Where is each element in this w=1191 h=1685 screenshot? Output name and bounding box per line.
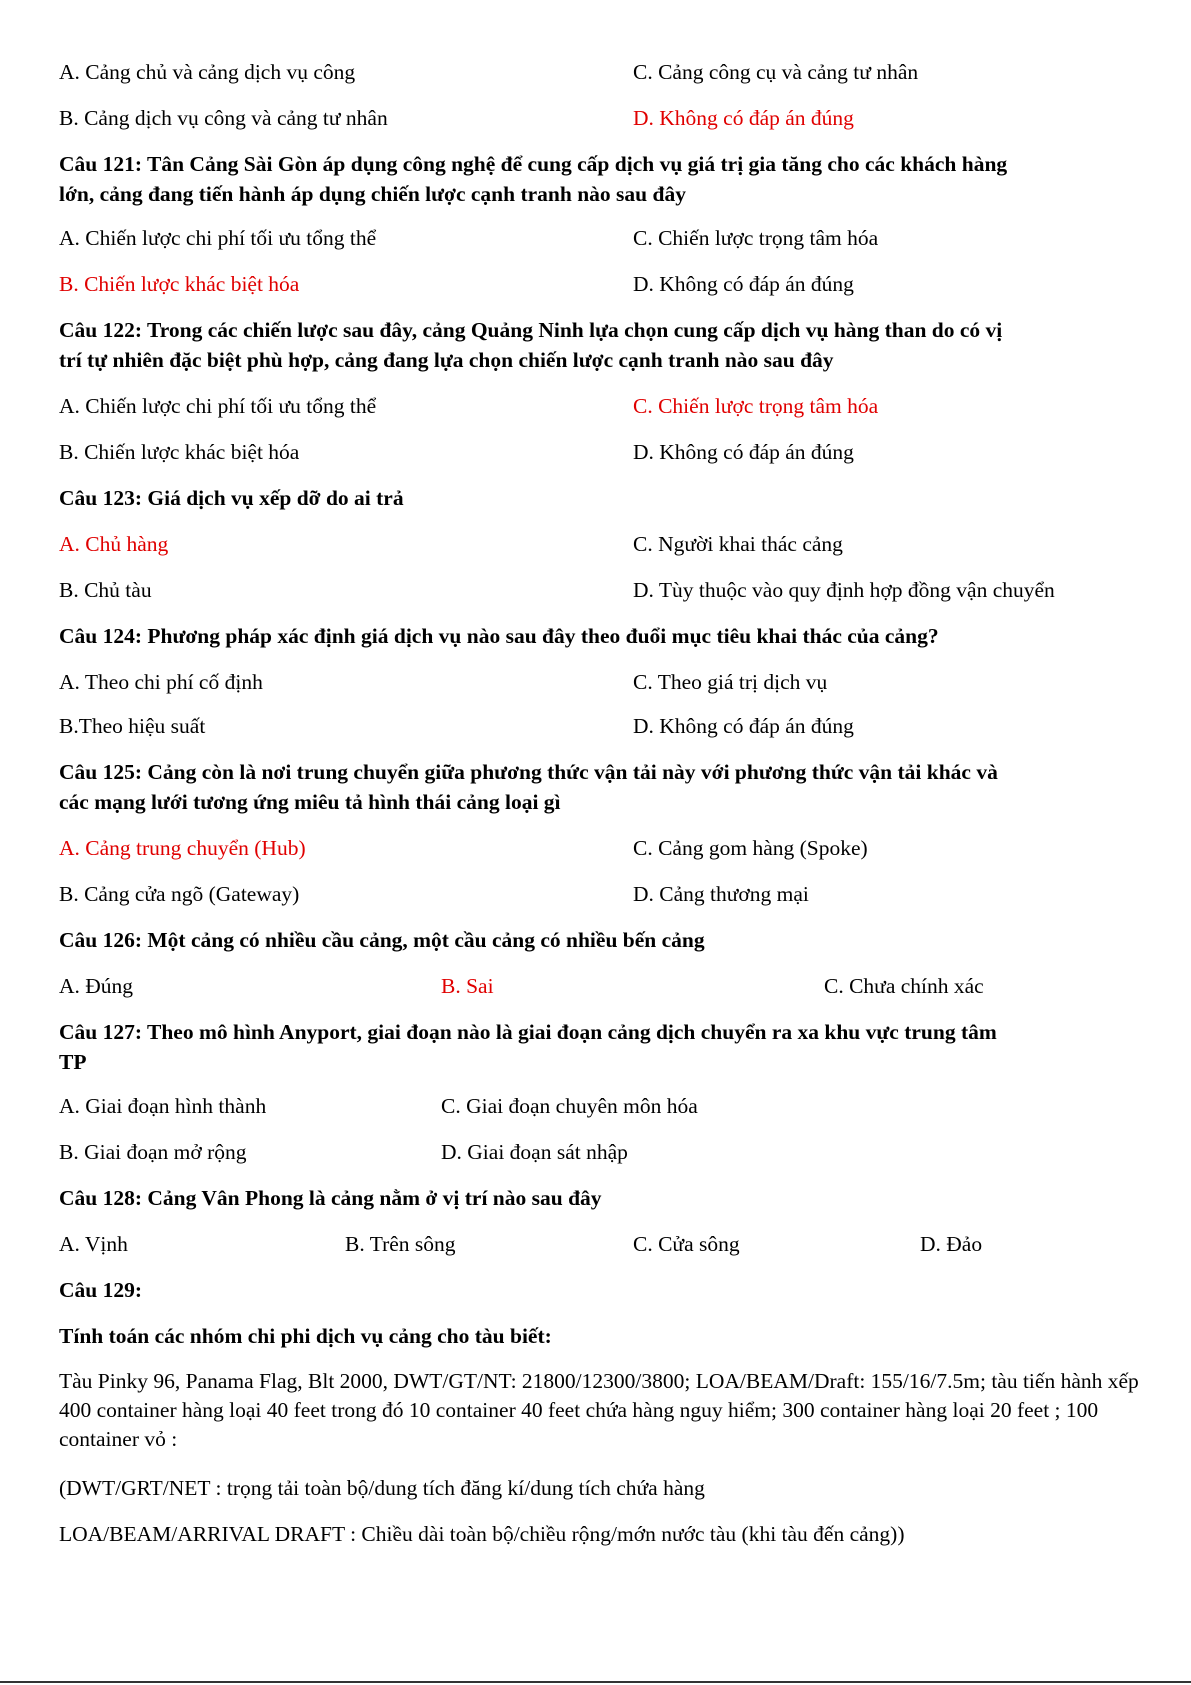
q124-option-b: B.Theo hiệu suất (59, 714, 206, 738)
q121-option-a: A. Chiến lược chi phí tối ưu tổng thể (59, 226, 377, 250)
q125-option-c: C. Cảng gom hàng (Spoke) (633, 836, 868, 860)
q120-option-b: B. Cảng dịch vụ công và cảng tư nhân (59, 106, 388, 130)
q123-title: Câu 123: Giá dịch vụ xếp dỡ do ai trả (59, 486, 404, 510)
q122-option-a: A. Chiến lược chi phí tối ưu tổng thể (59, 394, 377, 418)
q128-option-a: A. Vịnh (59, 1232, 128, 1256)
q126-option-b-correct: B. Sai (441, 974, 494, 998)
q125-option-d: D. Cảng thương mại (633, 882, 809, 906)
q123-option-c: C. Người khai thác cảng (633, 532, 843, 556)
q125-title-line1: Câu 125: Cảng còn là nơi trung chuyển giữa phương thức vận tải này với phương thức vận tải khác và (59, 760, 998, 784)
q127-option-d: D. Giai đoạn sát nhập (441, 1140, 628, 1164)
q128-option-b: B. Trên sông (345, 1232, 456, 1256)
page-bottom-rule (0, 1681, 1191, 1683)
q126-option-c: C. Chưa chính xác (824, 974, 984, 998)
q126-title: Câu 126: Một cảng có nhiều cầu cảng, một cầu cảng có nhiều bến cảng (59, 928, 705, 952)
q120-option-d-correct: D. Không có đáp án đúng (633, 106, 854, 130)
q129-subtitle: Tính toán các nhóm chi phi dịch vụ cảng cho tàu biết: (59, 1324, 552, 1348)
q123-option-a-correct: A. Chủ hàng (59, 532, 169, 556)
q122-option-c-correct: C. Chiến lược trọng tâm hóa (633, 394, 879, 418)
q124-title: Câu 124: Phương pháp xác định giá dịch vụ nào sau đây theo đuổi mục tiêu khai thác của cảng? (59, 624, 939, 648)
q129-title: Câu 129: (59, 1278, 143, 1302)
q127-option-a: A. Giai đoạn hình thành (59, 1094, 267, 1118)
q129-note-dwt: (DWT/GRT/NET : trọng tải toàn bộ/dung tích đăng kí/dung tích chứa hàng (59, 1476, 705, 1500)
q128-option-d: D. Đảo (920, 1232, 983, 1256)
q129-note-loa: LOA/BEAM/ARRIVAL DRAFT : Chiều dài toàn bộ/chiều rộng/mớn nước tàu (khi tàu đến cảng)) (59, 1522, 905, 1546)
q125-option-a-correct: A. Cảng trung chuyển (Hub) (59, 836, 306, 860)
q122-title-line2: trí tự nhiên đặc biệt phù hợp, cảng đang lựa chọn chiến lược cạnh tranh nào sau đây (59, 348, 834, 372)
q121-option-b-correct: B. Chiến lược khác biệt hóa (59, 272, 300, 296)
q123-option-d: D. Tùy thuộc vào quy định hợp đồng vận chuyển (633, 578, 1055, 602)
q124-option-d: D. Không có đáp án đúng (633, 714, 854, 738)
q125-option-b: B. Cảng cửa ngõ (Gateway) (59, 882, 300, 906)
q128-title: Câu 128: Cảng Vân Phong là cảng nằm ở vị trí nào sau đây (59, 1186, 602, 1210)
q127-title-line1: Câu 127: Theo mô hình Anyport, giai đoạn nào là giai đoạn cảng dịch chuyển ra xa khu vực trung tâm (59, 1020, 997, 1044)
q122-option-b: B. Chiến lược khác biệt hóa (59, 440, 300, 464)
q124-option-a: A. Theo chi phí cố định (59, 670, 263, 694)
q121-title-line2: lớn, cảng đang tiến hành áp dụng chiến lược cạnh tranh nào sau đây (59, 182, 686, 206)
q123-option-b: B. Chủ tàu (59, 578, 152, 602)
q128-option-c: C. Cửa sông (633, 1232, 740, 1256)
q121-option-d: D. Không có đáp án đúng (633, 272, 854, 296)
q121-option-c: C. Chiến lược trọng tâm hóa (633, 226, 879, 250)
q120-option-a: A. Cảng chủ và cảng dịch vụ công (59, 60, 356, 84)
q129-body-paragraph: Tàu Pinky 96, Panama Flag, Blt 2000, DWT/GT/NT: 21800/12300/3800; LOA/BEAM/Draft: 155/16/7.5m; tàu tiến hành xếp 400 container hàng loại 40 feet trong đó 10 container 40 feet chứa hàng nguy hiểm; 300 container hàng loại 20 feet ; 100 container vỏ : (59, 1369, 1139, 1451)
q127-option-c: C. Giai đoạn chuyên môn hóa (441, 1094, 698, 1118)
q122-option-d: D. Không có đáp án đúng (633, 440, 854, 464)
q125-title-line2: các mạng lưới tương ứng miêu tả hình thái cảng loại gì (59, 790, 561, 814)
q127-option-b: B. Giai đoạn mở rộng (59, 1140, 247, 1164)
q120-option-c: C. Cảng công cụ và cảng tư nhân (633, 60, 919, 84)
q126-option-a: A. Đúng (59, 974, 134, 998)
q122-title-line1: Câu 122: Trong các chiến lược sau đây, cảng Quảng Ninh lựa chọn cung cấp dịch vụ hàng than do có vị (59, 318, 1003, 342)
q124-option-c: C. Theo giá trị dịch vụ (633, 670, 828, 694)
q121-title-line1: Câu 121: Tân Cảng Sài Gòn áp dụng công nghệ để cung cấp dịch vụ giá trị gia tăng cho các khách hàng (59, 152, 1008, 176)
q127-title-line2: TP (59, 1050, 87, 1074)
